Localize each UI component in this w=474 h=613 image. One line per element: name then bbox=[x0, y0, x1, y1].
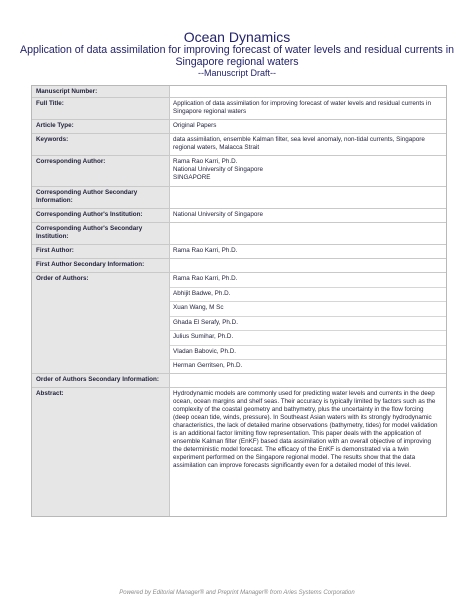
label-cell bbox=[32, 98, 170, 120]
field-label: Keywords: bbox=[36, 136, 69, 143]
value-cell bbox=[170, 86, 446, 97]
field-label: Article Type: bbox=[36, 122, 74, 129]
label-cell bbox=[32, 374, 170, 388]
manuscript-info-table bbox=[31, 85, 447, 517]
journal-name: Ocean Dynamics bbox=[183, 29, 291, 45]
row-first-author-secondary bbox=[32, 258, 446, 273]
value-cell bbox=[170, 187, 446, 209]
value-cell bbox=[170, 374, 446, 388]
field-label: Abstract: bbox=[36, 390, 64, 397]
author-entry bbox=[170, 345, 446, 360]
value-cell bbox=[170, 209, 446, 223]
field-value: National University of Singapore bbox=[173, 211, 263, 218]
paper-title: Application of data assimilation for improving forecast of water levels and residual currents in Singapore regional waters bbox=[20, 44, 454, 68]
author-entry bbox=[170, 301, 446, 316]
value-cell bbox=[170, 134, 446, 156]
author-name: Abhijit Badwe, Ph.D. bbox=[173, 290, 231, 297]
field-value: Application of data assimilation for improving forecast of water levels and residual currents in Singapore regional waters bbox=[173, 100, 431, 115]
label-cell bbox=[32, 156, 170, 187]
draft-label: --Manuscript Draft-- bbox=[197, 68, 276, 78]
author-entry bbox=[170, 287, 446, 302]
label-cell bbox=[32, 259, 170, 273]
label-cell bbox=[32, 388, 170, 516]
field-label: First Author Secondary Information: bbox=[36, 261, 145, 268]
field-value bbox=[170, 86, 446, 88]
value-cell bbox=[170, 156, 446, 187]
field-value: Rama Rao Karri, Ph.D. bbox=[173, 247, 238, 254]
row-order-of-authors bbox=[32, 272, 446, 374]
row-ca-secondary-institution bbox=[32, 222, 446, 245]
label-cell bbox=[32, 223, 170, 245]
field-label: Manuscript Number: bbox=[36, 88, 98, 95]
field-label: Order of Authors Secondary Information: bbox=[36, 376, 159, 383]
field-label: Corresponding Author Secondary Information: bbox=[36, 189, 138, 204]
label-cell bbox=[32, 209, 170, 223]
row-corresponding-author bbox=[32, 155, 446, 187]
author-name: Rama Rao Karri, Ph.D. bbox=[173, 275, 238, 282]
field-value: data assimilation, ensemble Kalman filter, sea level anomaly, non-tidal currents, Singapore regional waters, Malacca Strait bbox=[173, 136, 425, 151]
field-value bbox=[170, 374, 446, 376]
author-institution: National University of Singapore bbox=[173, 166, 263, 173]
label-cell bbox=[32, 245, 170, 259]
value-cell bbox=[170, 259, 446, 273]
value-cell bbox=[170, 245, 446, 259]
field-label: Full Title: bbox=[36, 100, 64, 107]
label-cell bbox=[32, 187, 170, 209]
value-cell bbox=[170, 273, 446, 374]
value-cell bbox=[170, 98, 446, 120]
field-label: Corresponding Author's Institution: bbox=[36, 211, 143, 218]
label-cell bbox=[32, 273, 170, 374]
field-label: First Author: bbox=[36, 247, 74, 254]
author-name: Vladan Babovic, Ph.D. bbox=[173, 348, 237, 355]
row-abstract bbox=[32, 387, 446, 516]
author-name: Rama Rao Karri, Ph.D. bbox=[173, 158, 238, 165]
field-label: Corresponding Author: bbox=[36, 158, 106, 165]
label-cell bbox=[32, 86, 170, 97]
row-ca-institution bbox=[32, 208, 446, 223]
label-cell bbox=[32, 134, 170, 156]
row-article-type bbox=[32, 119, 446, 134]
author-entry bbox=[170, 273, 446, 287]
field-value bbox=[170, 259, 446, 261]
footer-credit: Powered by Editorial Manager® and Preprint Manager® from Aries Systems Corporation bbox=[119, 590, 355, 596]
label-cell bbox=[32, 120, 170, 134]
row-order-secondary bbox=[32, 373, 446, 388]
author-name: Ghada El Serafy, Ph.D. bbox=[173, 319, 238, 326]
row-ca-secondary-info bbox=[32, 186, 446, 209]
value-cell bbox=[170, 223, 446, 245]
field-value bbox=[170, 223, 446, 225]
value-cell bbox=[170, 388, 446, 516]
row-first-author bbox=[32, 244, 446, 259]
field-value: Original Papers bbox=[173, 122, 217, 129]
author-entry bbox=[170, 330, 446, 345]
abstract-text: Hydrodynamic models are commonly used for predicting water levels and currents in the deep ocean, ocean margins and shelf seas. Their accuracy is typically limited by factors such as the complexity of the coastal geometry and bathymetry, plus the uncertainty in the flow forcing (deep ocean tide, winds, pressure). In Southeast Asian waters with its strongly hydrodynamic characteristics, the lack of detailed marine observations (bathymetry, tides) for model validation is an additional factor limiting flow representation. This paper deals with the application of ensemble Kalman filter (EnKF) based data assimilation with an overall objective of improving the deterministic model forecast. The efficacy of the EnKF is demonstrated via a twin experiment performed on the Singapore regional model. The results show that the data assimilation can improve forecasts significantly even for a detailed model of this level. bbox=[173, 390, 438, 469]
field-value bbox=[170, 187, 446, 189]
row-manuscript-number bbox=[32, 86, 446, 97]
author-name: Julius Sumihar, Ph.D. bbox=[173, 333, 234, 340]
author-entry bbox=[170, 316, 446, 331]
value-cell bbox=[170, 120, 446, 134]
row-full-title bbox=[32, 97, 446, 120]
row-keywords bbox=[32, 133, 446, 156]
author-name: Herman Gerritsen, Ph.D. bbox=[173, 362, 243, 369]
author-country: SINGAPORE bbox=[173, 174, 211, 181]
field-label: Corresponding Author's Secondary Institution: bbox=[36, 225, 143, 240]
field-label: Order of Authors: bbox=[36, 275, 89, 282]
author-name: Xuan Wang, M Sc bbox=[173, 304, 224, 311]
